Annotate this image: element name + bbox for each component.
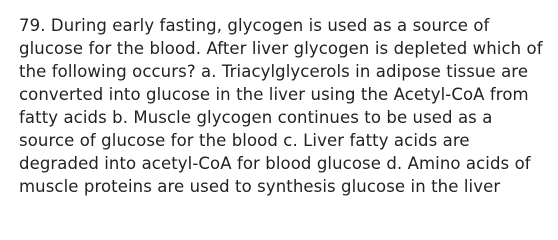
question-text: 79. During early fasting, glycogen is used as a source of glucose for the blood. After liver glycogen is depleted which of the following occurs? a. Triacylglycerols in adipose tissue are converted into glucose in the liver using the Acetyl-CoA from fatty acids b. Muscle glycogen continues to be used as a source of glucose for the blood c. Liver fatty acids are degraded into acetyl-CoA for blood glucose d. Amino acids of muscle proteins are used to synthesis glucose in the liver bbox=[19, 16, 543, 196]
